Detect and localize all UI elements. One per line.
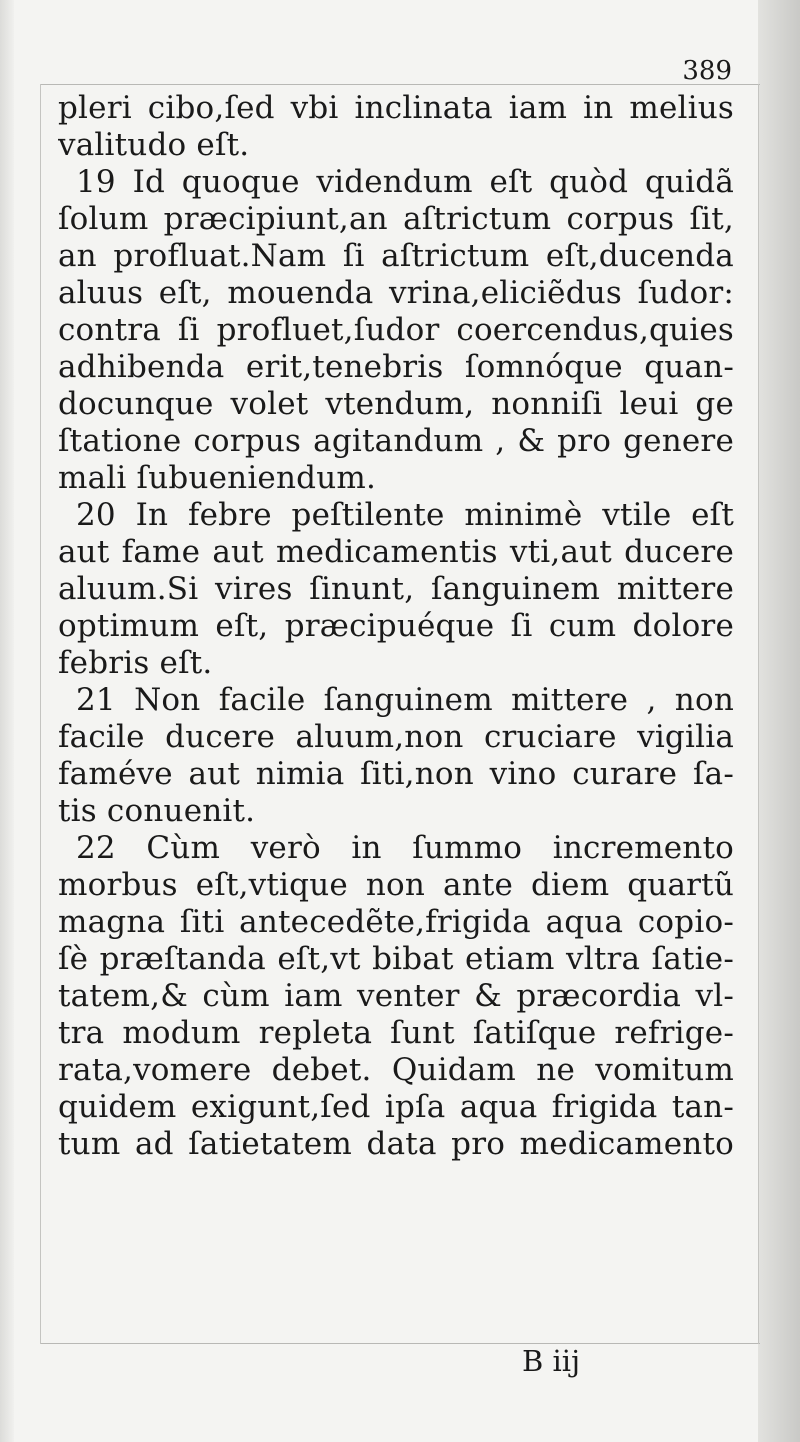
text-line: 22 Cùm verò in ſummo incremento [76, 830, 734, 866]
left-frame-rule [40, 84, 41, 1344]
text-line: optimum eſt, præcipuéque ſi cum dolore [58, 608, 734, 644]
text-line: docunque volet vtendum, nonniſi leui ge [58, 386, 734, 422]
text-line: 21 Non facile ſanguinem mittere , non [76, 682, 734, 718]
page-gutter-shadow [0, 0, 14, 1442]
text-line: aluus eſt, mouenda vrina,eliciẽdus ſudor: [58, 275, 734, 311]
text-line: pleri cibo,ſed vbi inclinata iam in melius [58, 90, 734, 126]
text-line: tatem,& cùm iam venter & præcordia vl- [58, 978, 734, 1014]
text-line: tis conuenit. [58, 793, 256, 829]
text-line: an profluat.Nam ſi aſtrictum eſt,ducenda [58, 238, 734, 274]
text-line: rata,vomere debet. Quidam ne vomitum [58, 1052, 734, 1088]
text-line: mali ſubueniendum. [58, 460, 377, 496]
body-text [58, 90, 734, 1163]
bottom-frame-rule [40, 1343, 760, 1344]
text-line: 19 Id quoque videndum eſt quòd quidã [76, 164, 734, 200]
text-line: febris eſt. [58, 645, 213, 681]
text-line: facile ducere aluum,non cruciare vigilia [58, 719, 734, 755]
text-line: adhibenda erit,tenebris ſomnóque quan- [58, 349, 734, 385]
page-number: 389 [682, 56, 732, 86]
text-line: faméve aut nimia ſiti,non vino curare ſa- [58, 756, 734, 792]
text-line: quidem exigunt,ſed ipſa aqua frigida tan- [58, 1089, 734, 1125]
text-line: tra modum repleta ſunt ſatiſque refrige- [58, 1015, 734, 1051]
text-line: tum ad ſatietatem data pro medicamento [58, 1126, 734, 1162]
text-line: aluum.Si vires ſinunt, ſanguinem mittere [58, 571, 734, 607]
text-line: valitudo eſt. [58, 127, 250, 163]
text-line: ſolum præcipiunt,an aſtrictum corpus ſit, [58, 201, 734, 237]
page-edge-shadow [758, 0, 800, 1442]
text-line: contra ſi profluet,ſudor coercendus,quies [58, 312, 734, 348]
top-frame-rule [40, 84, 760, 85]
signature-mark: B iij [522, 1344, 581, 1378]
text-line: ſè præſtanda eſt,vt bibat etiam vltra ſatie- [58, 941, 734, 977]
text-line: 20 In febre peſtilente minimè vtile eſt [76, 497, 734, 533]
right-frame-rule [758, 84, 759, 1344]
text-line: morbus eſt,vtique non ante diem quartũ [58, 867, 734, 903]
text-line: aut fame aut medicamentis vti,aut ducere [58, 534, 734, 570]
text-line: magna ſiti antecedẽte,frigida aqua copio- [58, 904, 734, 940]
text-line: ſtatione corpus agitandum , & pro genere [58, 423, 734, 459]
